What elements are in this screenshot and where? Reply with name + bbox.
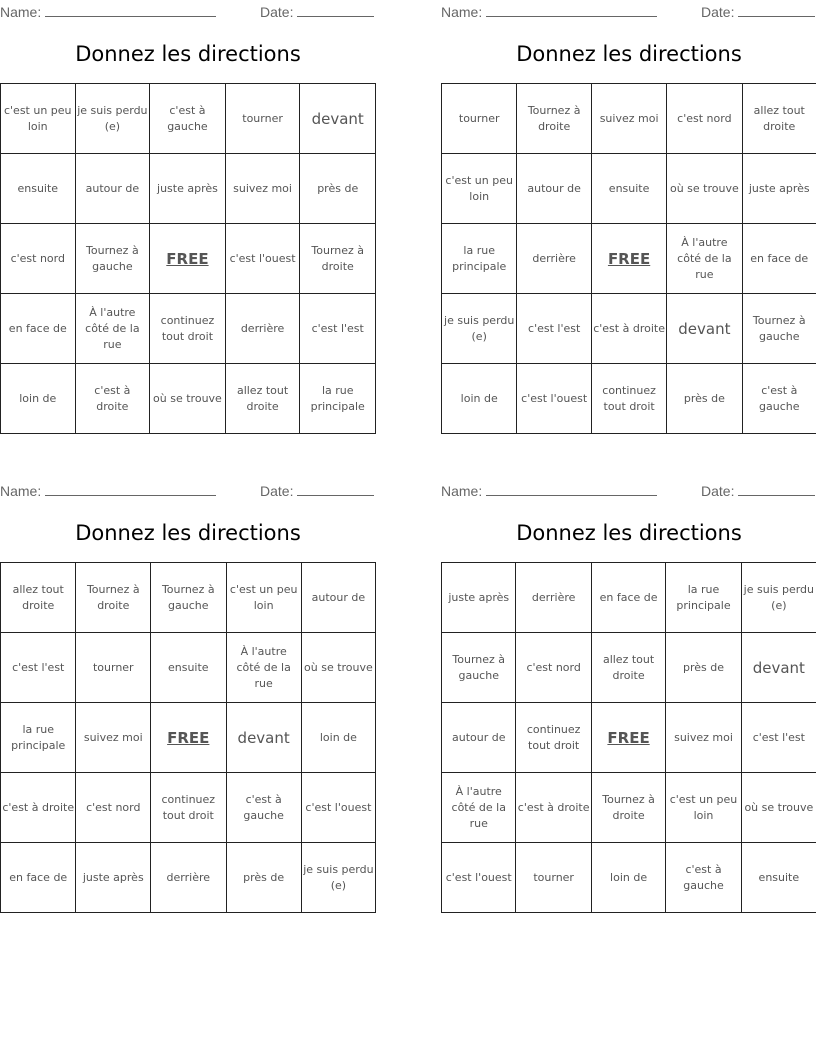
bingo-cell: À l'autre côté de la rue (226, 633, 301, 703)
bingo-cell: devant (741, 633, 816, 703)
bingo-cell: juste après (150, 154, 225, 224)
date-field (701, 481, 815, 499)
bingo-cell: c'est à gauche (742, 364, 816, 434)
bingo-grid (0, 83, 376, 434)
bingo-cell: continuez tout droit (150, 294, 225, 364)
card-header (0, 479, 376, 499)
bingo-row (1, 154, 376, 224)
bingo-cell: juste après (442, 563, 516, 633)
bingo-row (1, 224, 376, 294)
bingo-cell: c'est nord (1, 224, 76, 294)
bingo-cell: la rue principale (442, 224, 517, 294)
name-line[interactable] (486, 481, 657, 496)
bingo-cell: allez tout droite (225, 364, 300, 434)
bingo-cell: loin de (301, 703, 375, 773)
card-title: Donnez les directions (75, 521, 301, 545)
bingo-cell: près de (667, 364, 742, 434)
date-field (260, 2, 374, 20)
card-header (441, 479, 816, 499)
bingo-card-4 (441, 479, 816, 914)
bingo-cell: FREE (591, 224, 666, 294)
bingo-cell: allez tout droite (1, 563, 76, 633)
bingo-cell: derrière (151, 843, 226, 913)
bingo-cell: c'est nord (667, 84, 742, 154)
bingo-cell: autour de (301, 563, 375, 633)
bingo-cell: derrière (225, 294, 300, 364)
date-line[interactable] (297, 2, 374, 17)
bingo-row (442, 633, 816, 703)
bingo-cell: derrière (516, 563, 591, 633)
name-field (441, 2, 657, 20)
card-title: Donnez les directions (516, 521, 742, 545)
bingo-cell: allez tout droite (591, 633, 665, 703)
bingo-cell: c'est à droite (75, 364, 150, 434)
bingo-cell: c'est nord (516, 633, 591, 703)
bingo-cell: continuez tout droit (151, 773, 226, 843)
name-label: Name: (441, 4, 483, 20)
bingo-cell: suivez moi (666, 703, 741, 773)
bingo-row (442, 154, 816, 224)
name-field (441, 481, 657, 499)
bingo-cell: en face de (591, 563, 665, 633)
bingo-row (1, 843, 376, 913)
bingo-cell: près de (300, 154, 376, 224)
bingo-cell: où se trouve (150, 364, 225, 434)
name-line[interactable] (45, 481, 216, 496)
bingo-row (442, 364, 816, 434)
bingo-row (442, 224, 816, 294)
bingo-cell: c'est l'est (300, 294, 376, 364)
name-label: Name: (0, 483, 42, 499)
bingo-row (442, 563, 816, 633)
bingo-row (1, 703, 376, 773)
bingo-cell: c'est à gauche (666, 843, 741, 913)
bingo-cell: près de (226, 843, 301, 913)
bingo-cell: la rue principale (666, 563, 741, 633)
bingo-cell: tourner (76, 633, 151, 703)
bingo-cell: derrière (517, 224, 592, 294)
bingo-row (442, 294, 816, 364)
bingo-cell: tourner (225, 84, 300, 154)
date-label: Date: (260, 4, 294, 20)
bingo-cell: c'est à gauche (226, 773, 301, 843)
bingo-cell: suivez moi (225, 154, 300, 224)
bingo-cell: c'est l'est (1, 633, 76, 703)
bingo-cell: en face de (742, 224, 816, 294)
bingo-cell: juste après (76, 843, 151, 913)
bingo-row (442, 773, 816, 843)
name-field (0, 481, 216, 499)
bingo-cell: la rue principale (1, 703, 76, 773)
bingo-cell: autour de (75, 154, 150, 224)
bingo-row (1, 84, 376, 154)
date-line[interactable] (738, 2, 815, 17)
bingo-cell: Tournez à gauche (151, 563, 226, 633)
bingo-cell: c'est nord (76, 773, 151, 843)
bingo-cell: où se trouve (301, 633, 375, 703)
bingo-cell: suivez moi (591, 84, 666, 154)
bingo-cell: c'est à droite (1, 773, 76, 843)
bingo-row (1, 773, 376, 843)
card-title: Donnez les directions (75, 42, 301, 66)
bingo-row (1, 563, 376, 633)
date-label: Date: (701, 4, 735, 20)
bingo-cell: c'est l'ouest (442, 843, 516, 913)
bingo-cell: près de (666, 633, 741, 703)
date-line[interactable] (297, 481, 374, 496)
bingo-cell: c'est l'ouest (517, 364, 592, 434)
bingo-cell: où se trouve (741, 773, 816, 843)
bingo-grid (441, 83, 816, 434)
bingo-grid (0, 562, 376, 913)
bingo-cell: je suis perdu (e) (75, 84, 150, 154)
bingo-cell: Tournez à droite (517, 84, 592, 154)
bingo-row (1, 364, 376, 434)
bingo-cell: loin de (1, 364, 76, 434)
bingo-cell: Tournez à gauche (742, 294, 816, 364)
bingo-cell: Tournez à droite (300, 224, 376, 294)
bingo-cell: ensuite (741, 843, 816, 913)
bingo-cell: continuez tout droit (516, 703, 591, 773)
bingo-cell: c'est un peu loin (442, 154, 517, 224)
bingo-cell: c'est un peu loin (226, 563, 301, 633)
bingo-cell: ensuite (151, 633, 226, 703)
card-header (0, 0, 376, 20)
bingo-cell: je suis perdu (e) (741, 563, 816, 633)
bingo-row (442, 843, 816, 913)
bingo-cell: c'est un peu loin (666, 773, 741, 843)
bingo-cell: autour de (442, 703, 516, 773)
bingo-cell: devant (300, 84, 376, 154)
card-header (441, 0, 816, 20)
bingo-cell: À l'autre côté de la rue (442, 773, 516, 843)
bingo-cell: À l'autre côté de la rue (75, 294, 150, 364)
bingo-cell: suivez moi (76, 703, 151, 773)
bingo-cell: loin de (442, 364, 517, 434)
bingo-cell: allez tout droite (742, 84, 816, 154)
name-line[interactable] (486, 2, 657, 17)
bingo-cell: c'est l'ouest (225, 224, 300, 294)
date-label: Date: (701, 483, 735, 499)
bingo-cell: où se trouve (667, 154, 742, 224)
bingo-card-2 (441, 0, 816, 435)
bingo-cell: tourner (442, 84, 517, 154)
bingo-cell: en face de (1, 843, 76, 913)
bingo-cell: je suis perdu (e) (301, 843, 375, 913)
bingo-cell: devant (667, 294, 742, 364)
bingo-cell: FREE (591, 703, 665, 773)
bingo-card-1 (0, 0, 376, 435)
date-label: Date: (260, 483, 294, 499)
bingo-cell: c'est l'ouest (301, 773, 375, 843)
bingo-cell: c'est l'est (741, 703, 816, 773)
card-title: Donnez les directions (516, 42, 742, 66)
bingo-cell: loin de (591, 843, 665, 913)
bingo-cell: À l'autre côté de la rue (667, 224, 742, 294)
name-field (0, 2, 216, 20)
bingo-row (442, 703, 816, 773)
bingo-cell: en face de (1, 294, 76, 364)
bingo-cell: Tournez à droite (76, 563, 151, 633)
bingo-cell: autour de (517, 154, 592, 224)
name-line[interactable] (45, 2, 216, 17)
bingo-cell: Tournez à droite (591, 773, 665, 843)
bingo-cell: FREE (150, 224, 225, 294)
date-field (701, 2, 815, 20)
bingo-grid (441, 562, 816, 913)
bingo-cell: c'est un peu loin (1, 84, 76, 154)
bingo-cell: devant (226, 703, 301, 773)
bingo-row (1, 633, 376, 703)
name-label: Name: (0, 4, 42, 20)
bingo-cell: c'est à droite (591, 294, 666, 364)
bingo-row (442, 84, 816, 154)
bingo-cell: je suis perdu (e) (442, 294, 517, 364)
bingo-cell: tourner (516, 843, 591, 913)
bingo-cell: c'est à gauche (150, 84, 225, 154)
bingo-cell: c'est à droite (516, 773, 591, 843)
bingo-cell: ensuite (591, 154, 666, 224)
name-label: Name: (441, 483, 483, 499)
bingo-cell: ensuite (1, 154, 76, 224)
bingo-cell: juste après (742, 154, 816, 224)
bingo-cell: continuez tout droit (591, 364, 666, 434)
bingo-card-3 (0, 479, 376, 914)
date-line[interactable] (738, 481, 815, 496)
bingo-cell: la rue principale (300, 364, 376, 434)
bingo-row (1, 294, 376, 364)
bingo-cell: Tournez à gauche (75, 224, 150, 294)
date-field (260, 481, 374, 499)
bingo-cell: FREE (151, 703, 226, 773)
bingo-cell: c'est l'est (517, 294, 592, 364)
bingo-cell: Tournez à gauche (442, 633, 516, 703)
